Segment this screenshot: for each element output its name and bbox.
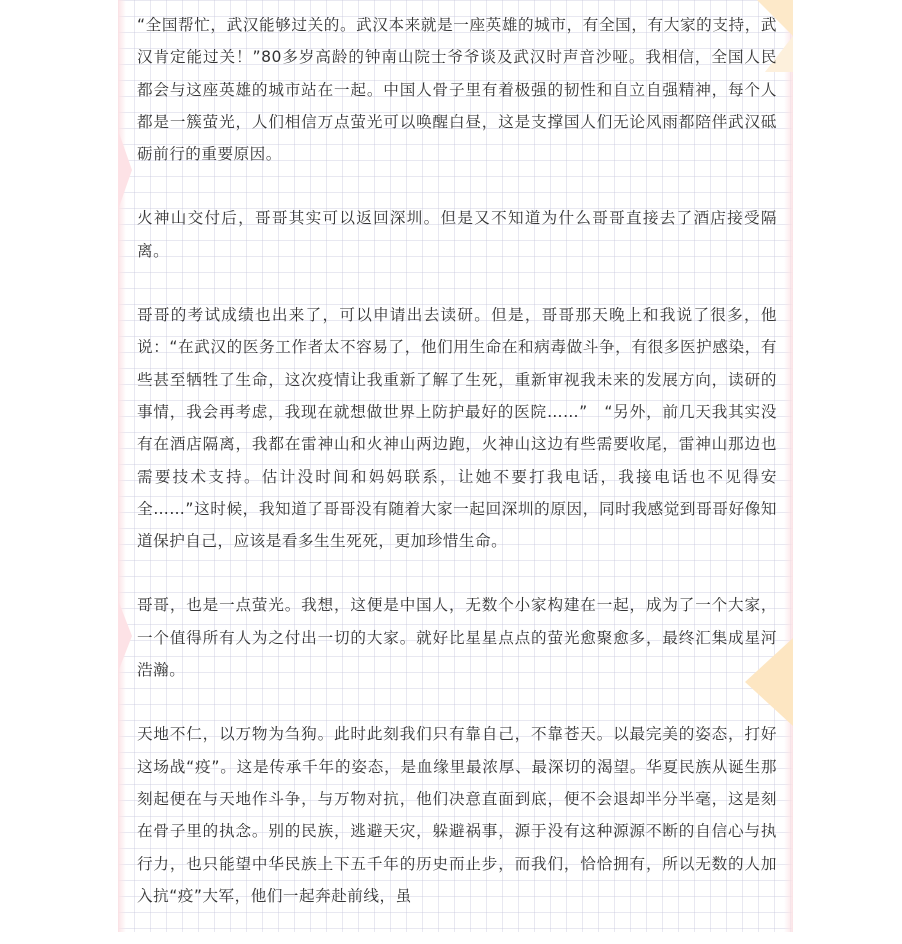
- paragraph-5: 天地不仁，以万物为刍狗。此时此刻我们只有靠自己，不靠苍天。以最完美的姿态，打好这场战“疫”。这是传承千年的姿态，是血缘里最浓厚、最深切的渴望。华夏民族从诞生那刻起便在与天地作斗争，与万物对抗，他们决意直面到底，便不会退却半分半毫，这是刻在骨子里的执念。别的民族，逃避天灾，躲避祸事，源于没有这种源源不断的自信心与执行力，也只能望中华民族上下五千年的历史而止步，而我们，恰恰拥有，所以无数的人加入抗“疫”大军，他们一起奔赴前线，虽: [137, 725, 777, 905]
- paragraph-1: “全国帮忙，武汉能够过关的。武汉本来就是一座英雄的城市，有全国，有大家的支持，武汉肯定能过关！”80多岁高龄的钟南山院士爷爷谈及武汉时声音沙哑。我相信，全国人民都会与这座英雄的城市站在一起。中国人骨子里有着极强的韧性和自立自强精神，每个人都是一簇萤光，人们相信万点萤光可以唤醒白昼，这是支撑国人们无论风雨都陪伴武汉砥砺前行的重要原因。: [137, 16, 777, 164]
- side-decoration-left-top: [118, 130, 132, 210]
- paragraph-2: 火神山交付后，哥哥其实可以返回深圳。但是又不知道为什么哥哥直接去了酒店接受隔离。: [137, 209, 777, 260]
- side-decoration-left-bottom: [118, 600, 132, 672]
- card-right-border: [784, 0, 793, 932]
- article-body: [137, 9, 777, 944]
- paragraph-3: 哥哥的考试成绩也出来了，可以申请出去读研。但是，哥哥那天晚上和我说了很多，他说：“在武汉的医务工作者太不容易了，他们用生命在和病毒做斗争，有很多医护感染，有些甚至牺牲了生命，这次疫情让我重新了解了生死，重新审视我未来的发展方向，读研的事情，我会再考虑，我现在就想做世界上防护最好的医院……” “另外，前几天我其实没有在酒店隔离，我都在雷神山和火神山两边跑，火神山这边有些需要收尾，雷神山那边也需要技术支持。估计没时间和妈妈联系，让她不要打我电话，我接电话也不见得安全……”这时候，我知道了哥哥没有随着大家一起回深圳的原因，同时我感觉到哥哥好像知道保护自己，应该是看多生生死死，更加珍惜生命。: [137, 306, 777, 551]
- paragraph-4: 哥哥，也是一点萤光。我想，这便是中国人，无数个小家构建在一起，成为了一个大家，一个值得所有人为之付出一切的大家。就好比星星点点的萤光愈聚愈多，最终汇集成星河浩瀚。: [137, 596, 777, 680]
